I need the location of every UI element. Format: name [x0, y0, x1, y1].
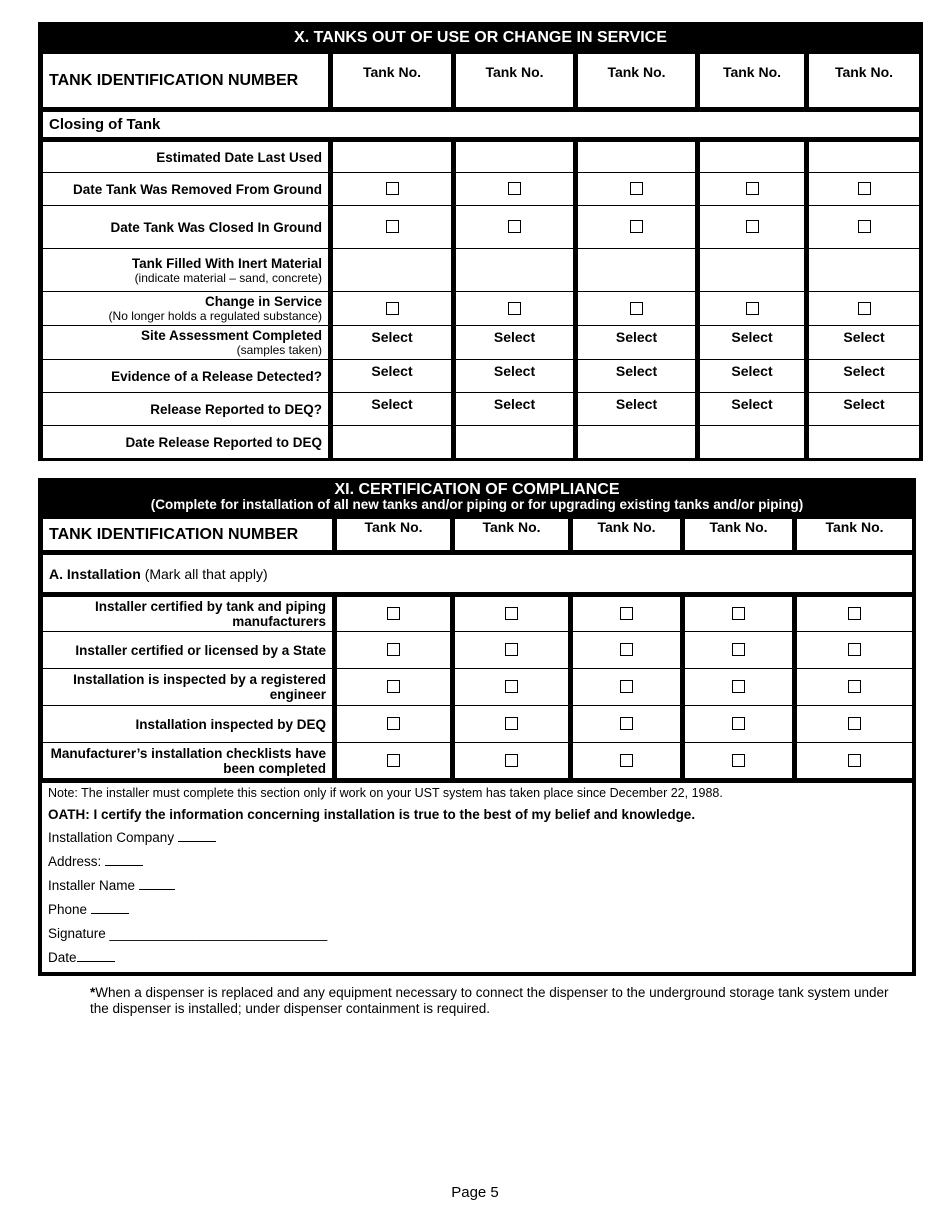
select-dropdown[interactable]: Select	[698, 326, 807, 360]
tank-id-label: TANK IDENTIFICATION NUMBER	[43, 519, 335, 553]
select-dropdown[interactable]: Select	[331, 326, 454, 360]
installer-field	[48, 877, 906, 894]
checkbox[interactable]	[387, 643, 400, 656]
row-label: Manufacturer’s installation checklists have been completed	[43, 743, 335, 781]
table-row	[43, 743, 913, 781]
section-xi-subtitle: (Complete for installation of all new tanks and/or piping or for upgrading existing tanks and/or piping)	[150, 497, 804, 512]
signature-field[interactable]	[48, 925, 906, 942]
row-label-sub: (No longer holds a regulated substance)	[108, 309, 322, 323]
checkbox[interactable]	[858, 182, 871, 195]
address-input[interactable]	[105, 854, 143, 866]
tank-no-header: Tank No.	[795, 519, 913, 553]
select-dropdown[interactable]: Select	[698, 360, 807, 393]
row-label: Installation inspected by DEQ	[43, 706, 335, 743]
checkbox[interactable]	[505, 607, 518, 620]
select-dropdown[interactable]: Select	[454, 393, 576, 426]
tank-id-label: TANK IDENTIFICATION NUMBER	[43, 54, 331, 110]
row-label	[43, 292, 331, 326]
company-label: Installation Company	[48, 830, 175, 845]
table-row	[43, 173, 920, 206]
address-label: Address:	[48, 854, 102, 869]
row-label: Date Tank Was Removed From Ground	[43, 173, 331, 206]
section-xi	[38, 478, 916, 976]
checkbox[interactable]	[620, 754, 633, 767]
tank-no-header: Tank No.	[453, 519, 571, 553]
date-input-cell[interactable]	[576, 140, 698, 173]
checkbox[interactable]	[505, 680, 518, 693]
date-input-cell[interactable]	[698, 426, 807, 459]
material-input-cell[interactable]	[454, 249, 576, 292]
section-xi-heading: XI. CERTIFICATION OF COMPLIANCE	[334, 481, 620, 498]
closing-of-tank-label: Closing of Tank	[43, 110, 920, 140]
checkbox[interactable]	[387, 717, 400, 730]
date-label: Date	[48, 950, 77, 965]
row-label: Evidence of a Release Detected?	[43, 360, 331, 393]
checkbox[interactable]	[387, 754, 400, 767]
section-xi-title	[42, 478, 912, 518]
row-label: Installer certified by tank and piping manufacturers	[43, 595, 335, 632]
installer-input[interactable]	[139, 878, 175, 890]
row-label: Estimated Date Last Used	[43, 140, 331, 173]
tank-no-header: Tank No.	[698, 54, 807, 110]
row-label	[43, 326, 331, 360]
tank-no-header: Tank No.	[807, 54, 920, 110]
table-row	[43, 393, 920, 426]
row-label: Installer certified or licensed by a State	[43, 632, 335, 669]
page-number: Page 5	[451, 1184, 499, 1201]
table-row	[43, 360, 920, 393]
row-label-text: Change in Service	[204, 294, 322, 309]
checkbox[interactable]	[505, 717, 518, 730]
select-dropdown[interactable]: Select	[698, 393, 807, 426]
select-dropdown[interactable]: Select	[807, 393, 920, 426]
date-input-cell[interactable]	[331, 140, 454, 173]
date-input-cell[interactable]	[698, 140, 807, 173]
company-input[interactable]	[178, 830, 216, 842]
select-dropdown[interactable]: Select	[454, 360, 576, 393]
checkbox[interactable]	[508, 302, 521, 315]
select-dropdown[interactable]: Select	[576, 326, 698, 360]
footnote	[90, 985, 910, 1017]
checkbox[interactable]	[620, 607, 633, 620]
checkbox[interactable]	[630, 220, 643, 233]
footnote-star: *	[90, 985, 96, 1000]
checkbox[interactable]	[505, 754, 518, 767]
checkbox[interactable]	[732, 680, 745, 693]
installation-hint: (Mark all that apply)	[144, 565, 268, 582]
checkbox[interactable]	[746, 220, 759, 233]
tank-no-header: Tank No.	[454, 54, 576, 110]
date-input[interactable]	[77, 950, 115, 962]
checkbox[interactable]	[848, 643, 861, 656]
checkbox[interactable]	[630, 182, 643, 195]
row-label-sub: (samples taken)	[236, 343, 322, 357]
table-row	[43, 632, 913, 669]
checkbox[interactable]	[732, 643, 745, 656]
checkbox[interactable]	[732, 607, 745, 620]
checkbox[interactable]	[386, 220, 399, 233]
checkbox[interactable]	[630, 302, 643, 315]
row-label-sub: (indicate material – sand, concrete)	[134, 270, 322, 285]
checkbox[interactable]	[858, 302, 871, 315]
checkbox[interactable]	[746, 182, 759, 195]
signature-label: Signature _____________________________	[48, 926, 328, 941]
phone-label: Phone	[48, 902, 88, 917]
checkbox[interactable]	[505, 643, 518, 656]
row-label: Installation is inspected by a registered engineer	[43, 669, 335, 706]
tank-no-header: Tank No.	[576, 54, 698, 110]
table-row	[43, 426, 920, 459]
date-field	[48, 949, 906, 966]
row-label-text: Tank Filled With Inert Material	[131, 255, 322, 271]
checkbox[interactable]	[858, 220, 871, 233]
select-dropdown[interactable]: Select	[576, 393, 698, 426]
row-label	[43, 249, 331, 292]
date-input-cell[interactable]	[454, 426, 576, 459]
select-dropdown[interactable]: Select	[454, 326, 576, 360]
date-input-cell[interactable]	[576, 426, 698, 459]
oath-statement: OATH: I certify the information concerning installation is true to the best of my belief and knowledge.	[48, 807, 696, 822]
installation-label: A. Installation	[49, 565, 141, 582]
checkbox[interactable]	[746, 302, 759, 315]
checkbox[interactable]	[386, 182, 399, 195]
checkbox[interactable]	[848, 717, 861, 730]
date-input-cell[interactable]	[454, 140, 576, 173]
select-dropdown[interactable]: Select	[331, 360, 454, 393]
table-row	[43, 706, 913, 743]
checkbox[interactable]	[508, 220, 521, 233]
table-row	[43, 595, 913, 632]
checkbox[interactable]	[848, 607, 861, 620]
material-input-cell[interactable]	[807, 249, 920, 292]
row-label-text: Site Assessment Completed	[140, 328, 322, 343]
date-input-cell[interactable]	[807, 140, 920, 173]
footnote-text: When a dispenser is replaced and any equipment necessary to connect the dispenser to the underground storage tank system under the dispenser is installed; under dispenser containment is required.	[90, 985, 889, 1016]
row-label: Date Tank Was Closed In Ground	[43, 206, 331, 249]
table-row	[43, 249, 920, 292]
checkbox[interactable]	[508, 182, 521, 195]
address-field	[48, 853, 906, 870]
select-dropdown[interactable]: Select	[576, 360, 698, 393]
section-x-title: X. TANKS OUT OF USE OR CHANGE IN SERVICE	[294, 29, 667, 46]
oath-box	[42, 783, 912, 972]
installer-note: Note: The installer must complete this section only if work on your UST system has taken place since December 22, 1988.	[48, 786, 723, 800]
certification-table	[42, 518, 913, 783]
tank-no-header: Tank No.	[571, 519, 683, 553]
row-label: Date Release Reported to DEQ	[43, 426, 331, 459]
select-dropdown[interactable]: Select	[807, 360, 920, 393]
row-label: Release Reported to DEQ?	[43, 393, 331, 426]
select-dropdown[interactable]: Select	[807, 326, 920, 360]
checkbox[interactable]	[620, 717, 633, 730]
checkbox[interactable]	[732, 717, 745, 730]
installer-label: Installer Name	[48, 878, 136, 893]
checkbox[interactable]	[387, 607, 400, 620]
select-dropdown[interactable]: Select	[331, 393, 454, 426]
date-input-cell[interactable]	[331, 426, 454, 459]
tank-no-header: Tank No.	[331, 54, 454, 110]
material-input-cell[interactable]	[576, 249, 698, 292]
tanks-out-of-use-table	[42, 53, 920, 459]
material-input-cell[interactable]	[331, 249, 454, 292]
tank-no-header: Tank No.	[335, 519, 453, 553]
section-x	[38, 22, 923, 461]
checkbox[interactable]	[386, 302, 399, 315]
tank-no-header: Tank No.	[683, 519, 795, 553]
table-row	[43, 140, 920, 173]
date-input-cell[interactable]	[807, 426, 920, 459]
checkbox[interactable]	[732, 754, 745, 767]
installation-band	[43, 553, 913, 595]
phone-field	[48, 901, 906, 918]
checkbox[interactable]	[387, 680, 400, 693]
checkbox[interactable]	[620, 643, 633, 656]
checkbox[interactable]	[620, 680, 633, 693]
table-row	[43, 326, 920, 360]
company-field	[48, 829, 906, 846]
table-row	[43, 206, 920, 249]
table-row	[43, 292, 920, 326]
table-row	[43, 669, 913, 706]
checkbox[interactable]	[848, 680, 861, 693]
phone-input[interactable]	[91, 902, 129, 914]
material-input-cell[interactable]	[698, 249, 807, 292]
checkbox[interactable]	[848, 754, 861, 767]
